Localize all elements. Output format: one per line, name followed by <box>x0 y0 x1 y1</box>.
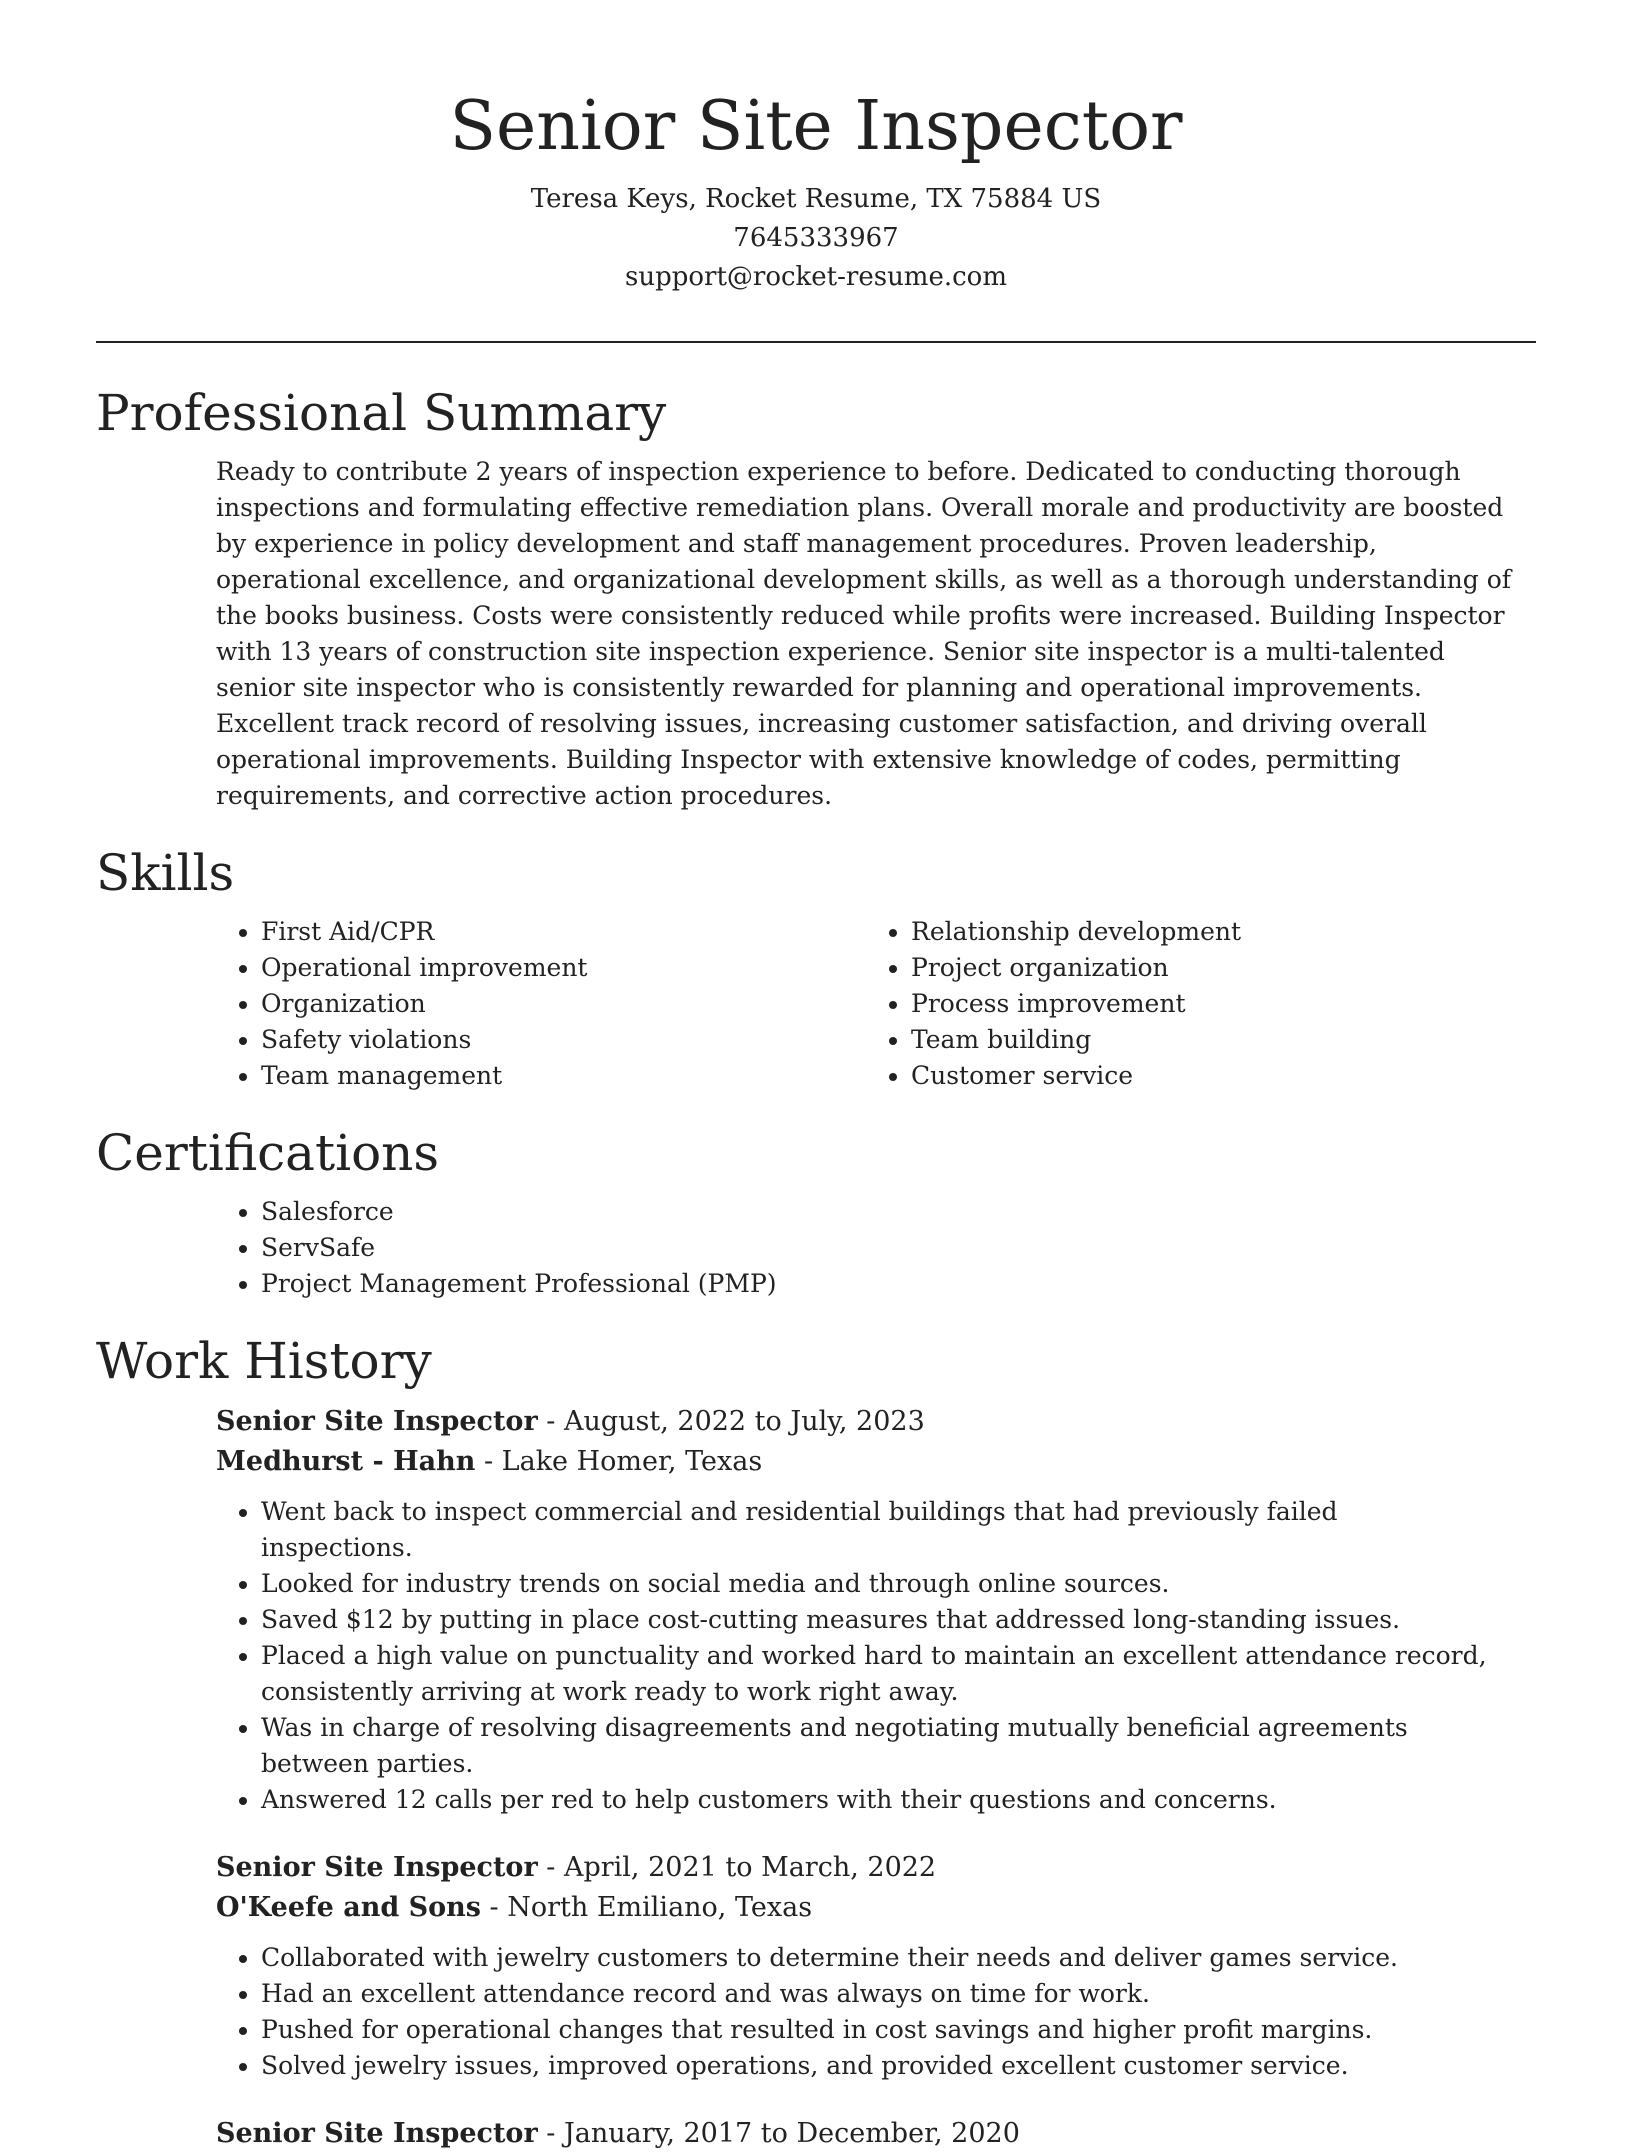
job-entry <box>216 2114 1516 2154</box>
summary-heading: Professional Summary <box>96 384 667 442</box>
skill-item: • Organization <box>261 986 866 1022</box>
skill-item: • Operational improvement <box>261 950 866 986</box>
job-dates: - April, 2021 to March, 2022 <box>537 1852 937 1883</box>
certifications-heading: Certifications <box>96 1124 440 1182</box>
skill-item: • Team building <box>911 1022 1516 1058</box>
skill-item: • First Aid/CPR <box>261 914 866 950</box>
job-bullet: • Collaborated with jewelry customers to determine their needs and deliver games service. <box>261 1940 1516 1976</box>
job-title: Senior Site Inspector <box>216 1852 538 1883</box>
job-entry <box>216 1848 1516 2084</box>
job-bullet: • Pushed for operational changes that resulted in cost savings and higher profit margins. <box>261 2012 1516 2048</box>
skills-section <box>96 840 1536 1094</box>
phone: 7645333967 <box>733 223 899 253</box>
job-title-line <box>216 1848 1516 1888</box>
job-dates: - August, 2022 to July, 2023 <box>537 1406 925 1437</box>
skills-column-left <box>216 914 866 1094</box>
work-history-section <box>96 1328 1536 2154</box>
skill-item: • Team management <box>261 1058 866 1094</box>
job-location: - North Emiliano, Texas <box>480 1892 813 1923</box>
job-bullet: • Saved $12 by putting in place cost-cutting measures that addressed long-standing issues. <box>261 1602 1516 1638</box>
job-location: - Lake Homer, Texas <box>475 1446 763 1477</box>
work-history-heading: Work History <box>96 1332 432 1390</box>
job-company-line <box>216 1442 1516 1482</box>
candidate-name: Senior Site Inspector <box>449 87 1183 166</box>
resume-header <box>0 0 1632 297</box>
job-bullet: • Went back to inspect commercial and residential buildings that had previously failed inspections. <box>261 1494 1516 1566</box>
contact-info <box>0 180 1632 297</box>
certification-item: • Project Management Professional (PMP) <box>261 1266 1516 1302</box>
certifications-section <box>96 1120 1536 1302</box>
certification-item: • Salesforce <box>261 1194 1516 1230</box>
job-bullet: • Solved jewelry issues, improved operations, and provided excellent customer service. <box>261 2048 1516 2084</box>
job-company: Medhurst - Hahn <box>216 1446 476 1477</box>
job-bullet: • Was in charge of resolving disagreements and negotiating mutually beneficial agreements between parties. <box>261 1710 1516 1782</box>
summary-text: Ready to contribute 2 years of inspection experience to before. Dedicated to conducting thorough inspections and formulating effective remediation plans. Overall morale and productivity are boosted by experience in policy development and staff management procedures. Proven leadership, operational excellence, and organizational development skills, as well as a thorough understanding of the books business. Costs were consistently reduced while profits were increased. Building Inspector with 13 years of construction site inspection experience. Senior site inspector is a multi-talented senior site inspector who is consistently rewarded for planning and operational improvements. Excellent track record of resolving issues, increasing customer satisfaction, and driving overall operational improvements. Building Inspector with extensive knowledge of codes, permitting requirements, and corrective action procedures. <box>216 457 1512 810</box>
skill-item: • Process improvement <box>911 986 1516 1022</box>
skill-item: • Safety violations <box>261 1022 866 1058</box>
skill-item: • Relationship development <box>911 914 1516 950</box>
job-bullet: • Had an excellent attendance record and was always on time for work. <box>261 1976 1516 2012</box>
job-bullets <box>216 1494 1516 1818</box>
summary-section <box>96 380 1536 814</box>
email: support@rocket-resume.com <box>624 262 1007 292</box>
job-bullet: • Looked for industry trends on social media and through online sources. <box>261 1566 1516 1602</box>
job-company-line <box>216 1888 1516 1928</box>
job-title: Senior Site Inspector <box>216 2118 538 2149</box>
job-company: O'Keefe and Sons <box>216 1892 481 1923</box>
job-dates: - January, 2017 to December, 2020 <box>537 2118 1020 2149</box>
certification-item: • ServSafe <box>261 1230 1516 1266</box>
job-title: Senior Site Inspector <box>216 1406 538 1437</box>
job-title-line <box>216 1402 1516 1442</box>
skill-item: • Customer service <box>911 1058 1516 1094</box>
job-bullets <box>216 1940 1516 2084</box>
skill-item: • Project organization <box>911 950 1516 986</box>
job-entry <box>216 1402 1516 1818</box>
job-bullet: • Placed a high value on punctuality and worked hard to maintain an excellent attendance record, consistently arriving at work ready to work right away. <box>261 1638 1516 1710</box>
skills-column-right <box>866 914 1516 1094</box>
header-divider <box>96 341 1536 343</box>
skills-heading: Skills <box>96 844 235 902</box>
job-bullet: • Answered 12 calls per red to help customers with their questions and concerns. <box>261 1782 1516 1818</box>
job-title-line <box>216 2114 1516 2154</box>
resume-content <box>96 380 1536 2154</box>
address: Teresa Keys, Rocket Resume, TX 75884 US <box>530 184 1102 214</box>
